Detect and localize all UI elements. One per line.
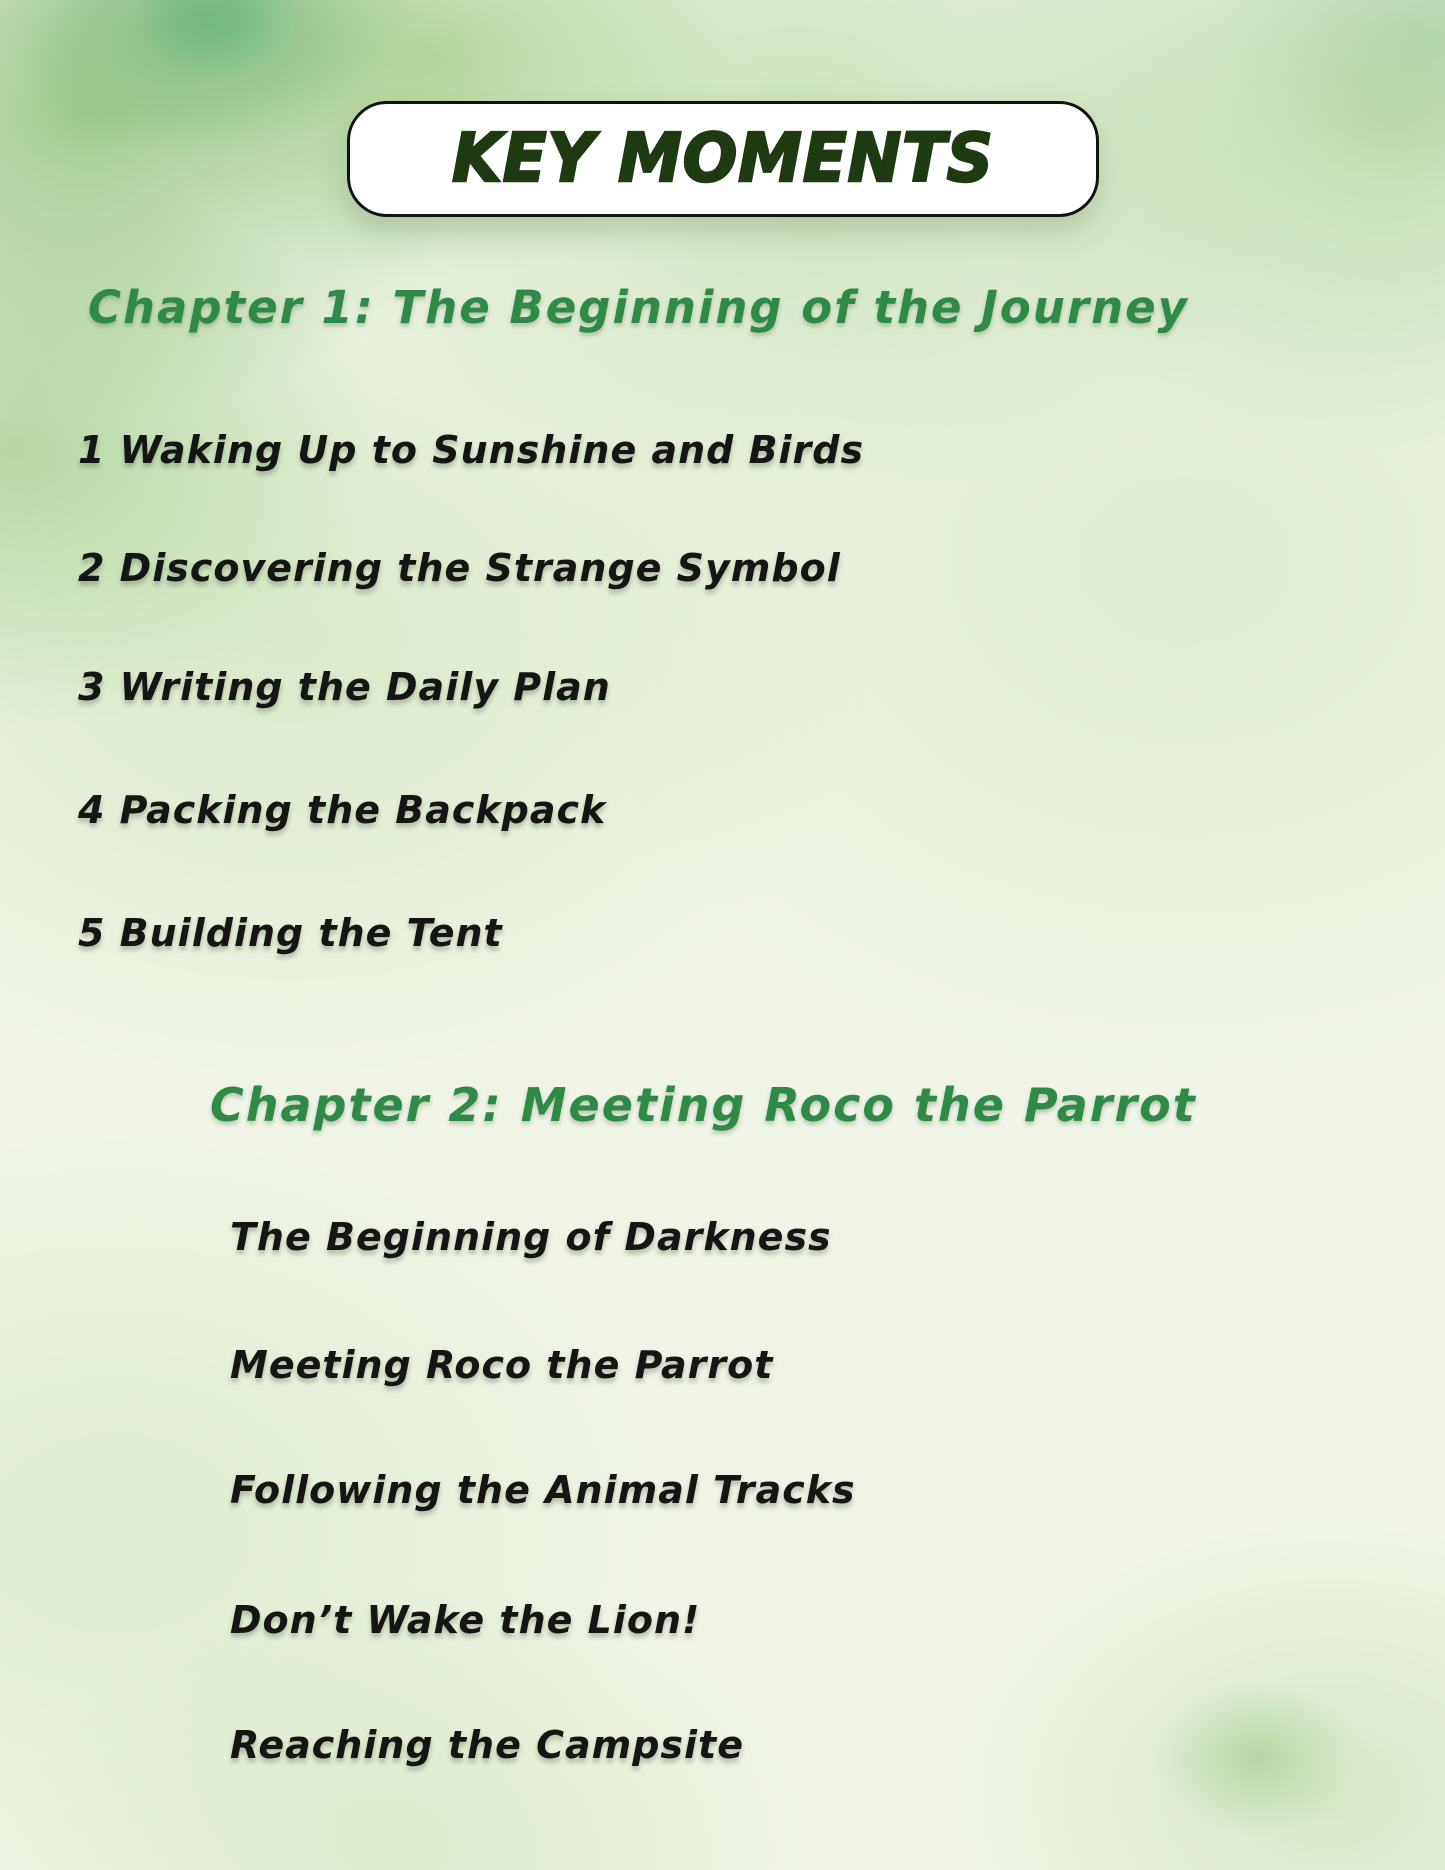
- chapter-1-item-2: 2 Discovering the Strange Symbol: [78, 546, 841, 590]
- chapter-1-heading: Chapter 1: The Beginning of the Journey: [88, 281, 1189, 334]
- page-title: KEY MOMENTS: [452, 120, 994, 198]
- title-banner: [347, 101, 1099, 217]
- chapter-2-item-5: Reaching the Campsite: [230, 1723, 744, 1767]
- chapter-1-item-4: 4 Packing the Backpack: [78, 788, 607, 832]
- chapter-2-item-2: Meeting Roco the Parrot: [230, 1343, 774, 1387]
- chapter-2-heading: Chapter 2: Meeting Roco the Parrot: [210, 1078, 1197, 1132]
- chapter-1-item-3: 3 Writing the Daily Plan: [78, 665, 611, 709]
- chapter-2-item-4: Don’t Wake the Lion!: [230, 1598, 701, 1642]
- chapter-2-item-1: The Beginning of Darkness: [230, 1215, 832, 1259]
- chapter-1-item-1: 1 Waking Up to Sunshine and Birds: [78, 428, 865, 472]
- chapter-1-item-5: 5 Building the Tent: [78, 911, 503, 955]
- chapter-2-item-3: Following the Animal Tracks: [230, 1468, 856, 1512]
